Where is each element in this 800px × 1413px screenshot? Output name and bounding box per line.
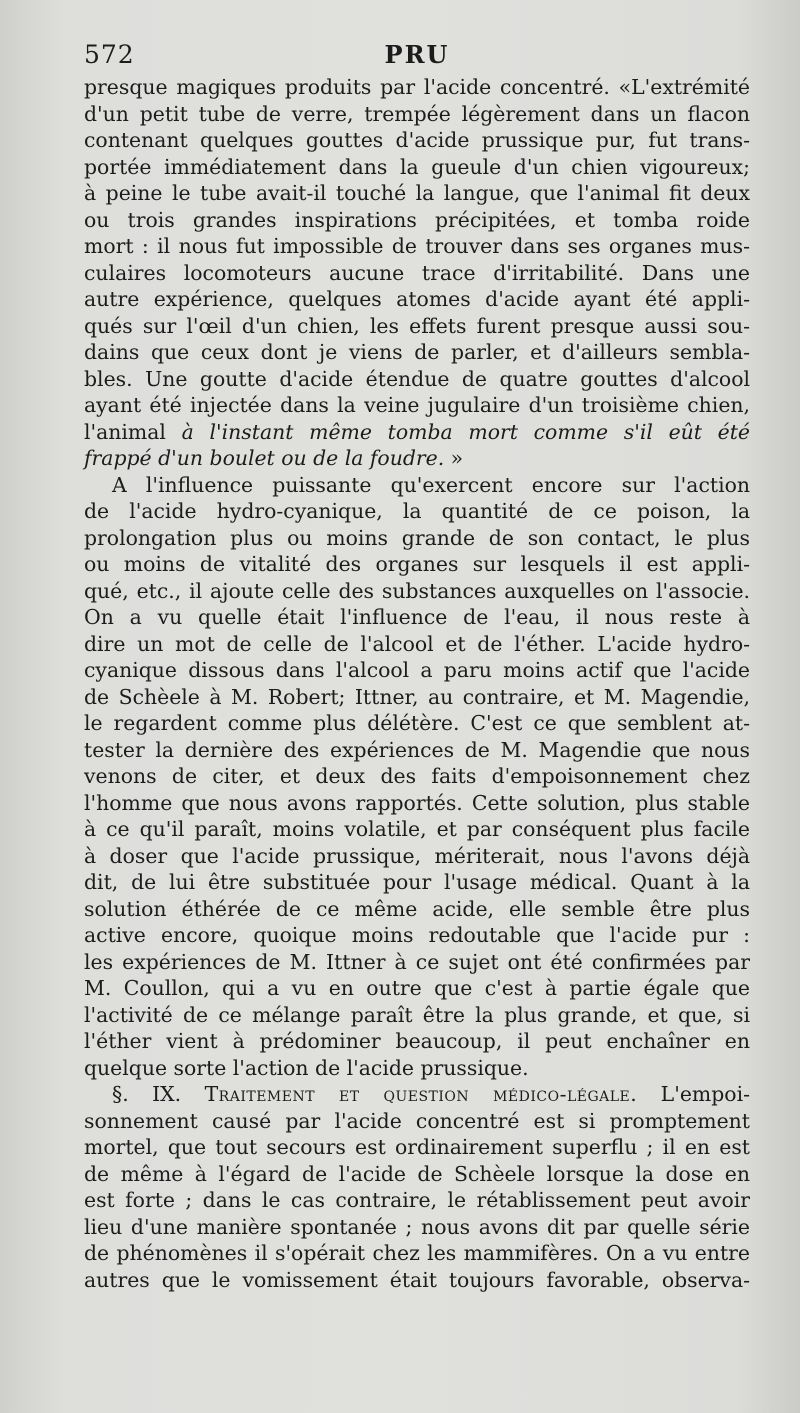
text-line: ayant été injectée dans la veine jugulaire d'un troisième chien,	[84, 393, 750, 417]
text-line: à doser que l'acide prussique, mériterait, nous l'avons déjà	[84, 843, 750, 868]
text-line	[84, 445, 750, 472]
text-line: est forte ; dans le cas contraire, le rétablissement peut avoir	[84, 1188, 750, 1212]
text-line: à peine le tube avait-il touché la langue, que l'animal fit deux	[84, 181, 750, 205]
text-line	[84, 419, 750, 446]
text-line: dire un mot de celle de l'alcool et de l'éther. L'acide hydro-	[84, 631, 750, 656]
text-line: portée immédiatement dans la gueule d'un chien vigoureux;	[84, 154, 750, 179]
text-line: solution éthérée de ce même acide, elle semble être plus	[84, 896, 750, 921]
section-mark: §. IX.	[112, 1082, 182, 1106]
running-head: PRU	[384, 40, 450, 69]
text-line: mortel, que tout secours est ordinairement superflu ; il en est	[84, 1135, 750, 1159]
text-span: L'empoi-	[637, 1082, 750, 1106]
text-line: A l'influence puissante qu'exercent encore sur l'action	[112, 472, 750, 497]
text-line: de même à l'égard de l'acide de Schèele lorsque la dose en	[84, 1161, 750, 1186]
italic-quote: à l'instant même tomba mort comme s'il eût été	[181, 419, 750, 444]
text-line: prolongation plus ou moins grande de son contact, le plus	[84, 525, 750, 550]
text-line: autre expérience, quelques atomes d'acide ayant été appli-	[84, 287, 750, 311]
text-line: On a vu quelle était l'influence de l'eau, il nous reste à	[84, 605, 750, 629]
text-line: les expériences de M. Ittner à ce sujet ont été confirmées par	[84, 949, 750, 974]
text-line: tester la dernière des expériences de M. Magendie que nous	[84, 737, 750, 762]
text-line: de phénomènes il s'opérait chez les mammifères. On a vu entre	[84, 1241, 750, 1265]
text-line: presque magiques produits par l'acide concentré. «L'extrémité	[84, 75, 750, 99]
text-line: ou trois grandes inspirations précipitées, et tomba roide	[84, 207, 750, 232]
text-line: le regardent comme plus délétère. C'est ce que semblent at-	[84, 711, 750, 735]
section-title: Traitement et question médico-légale.	[204, 1082, 638, 1106]
page-number: 572	[84, 40, 135, 69]
italic-quote: frappé d'un boulet ou de la foudre.	[84, 446, 445, 470]
text-line: bles. Une goutte d'acide étendue de quatre gouttes d'alcool	[84, 366, 750, 391]
text-line: mort : il nous fut impossible de trouver dans ses organes mus-	[84, 234, 750, 258]
text-line: d'un petit tube de verre, trempée légèrement dans un flacon	[84, 101, 750, 126]
text-line: contenant quelques gouttes d'acide prussique pur, fut trans-	[84, 128, 750, 152]
text-line: qués sur l'œil d'un chien, les effets furent presque aussi sou-	[84, 313, 750, 338]
text-line: ou moins de vitalité des organes sur lesquels il est appli-	[84, 552, 750, 576]
text-line: de Schèele à M. Robert; Ittner, au contraire, et M. Magendie,	[84, 684, 750, 709]
section-heading-line	[84, 1081, 750, 1108]
text-line: dit, de lui être substituée pour l'usage médical. Quant à la	[84, 870, 750, 894]
text-line: lieu d'une manière spontanée ; nous avons dit par quelle série	[84, 1214, 750, 1239]
page-header	[84, 40, 750, 76]
text-line: culaires locomoteurs aucune trace d'irritabilité. Dans une	[84, 260, 750, 285]
text-span: l'animal	[84, 419, 182, 444]
text-line: cyanique dissous dans l'alcool a paru moins actif que l'acide	[84, 658, 750, 682]
text-line: de l'acide hydro-cyanique, la quantité de ce poison, la	[84, 499, 750, 523]
text-line: l'activité de ce mélange paraît être la plus grande, et que, si	[84, 1002, 750, 1027]
text-line: M. Coullon, qui a vu en outre que c'est à partie égale que	[84, 976, 750, 1000]
body-text	[84, 74, 750, 1293]
text-line: l'éther vient à prédominer beaucoup, il peut enchaîner en	[84, 1029, 750, 1053]
text-line: à ce qu'il paraît, moins volatile, et par conséquent plus facile	[84, 817, 750, 841]
text-line: qué, etc., il ajoute celle des substances auxquelles on l'associe.	[84, 578, 750, 603]
text-line: l'homme que nous avons rapportés. Cette solution, plus stable	[84, 790, 750, 815]
text-line: venons de citer, et deux des faits d'empoisonnement chez	[84, 764, 750, 788]
text-line: quelque sorte l'action de l'acide prussique.	[84, 1055, 529, 1080]
text-span: »	[444, 446, 464, 470]
text-line: autres que le vomissement était toujours favorable, observa-	[84, 1267, 750, 1292]
text-line: dains que ceux dont je viens de parler, et d'ailleurs sembla-	[84, 340, 750, 364]
text-line: active encore, quoique moins redoutable que l'acide pur :	[84, 923, 750, 947]
text-line: sonnement causé par l'acide concentré est si promptement	[84, 1108, 750, 1133]
